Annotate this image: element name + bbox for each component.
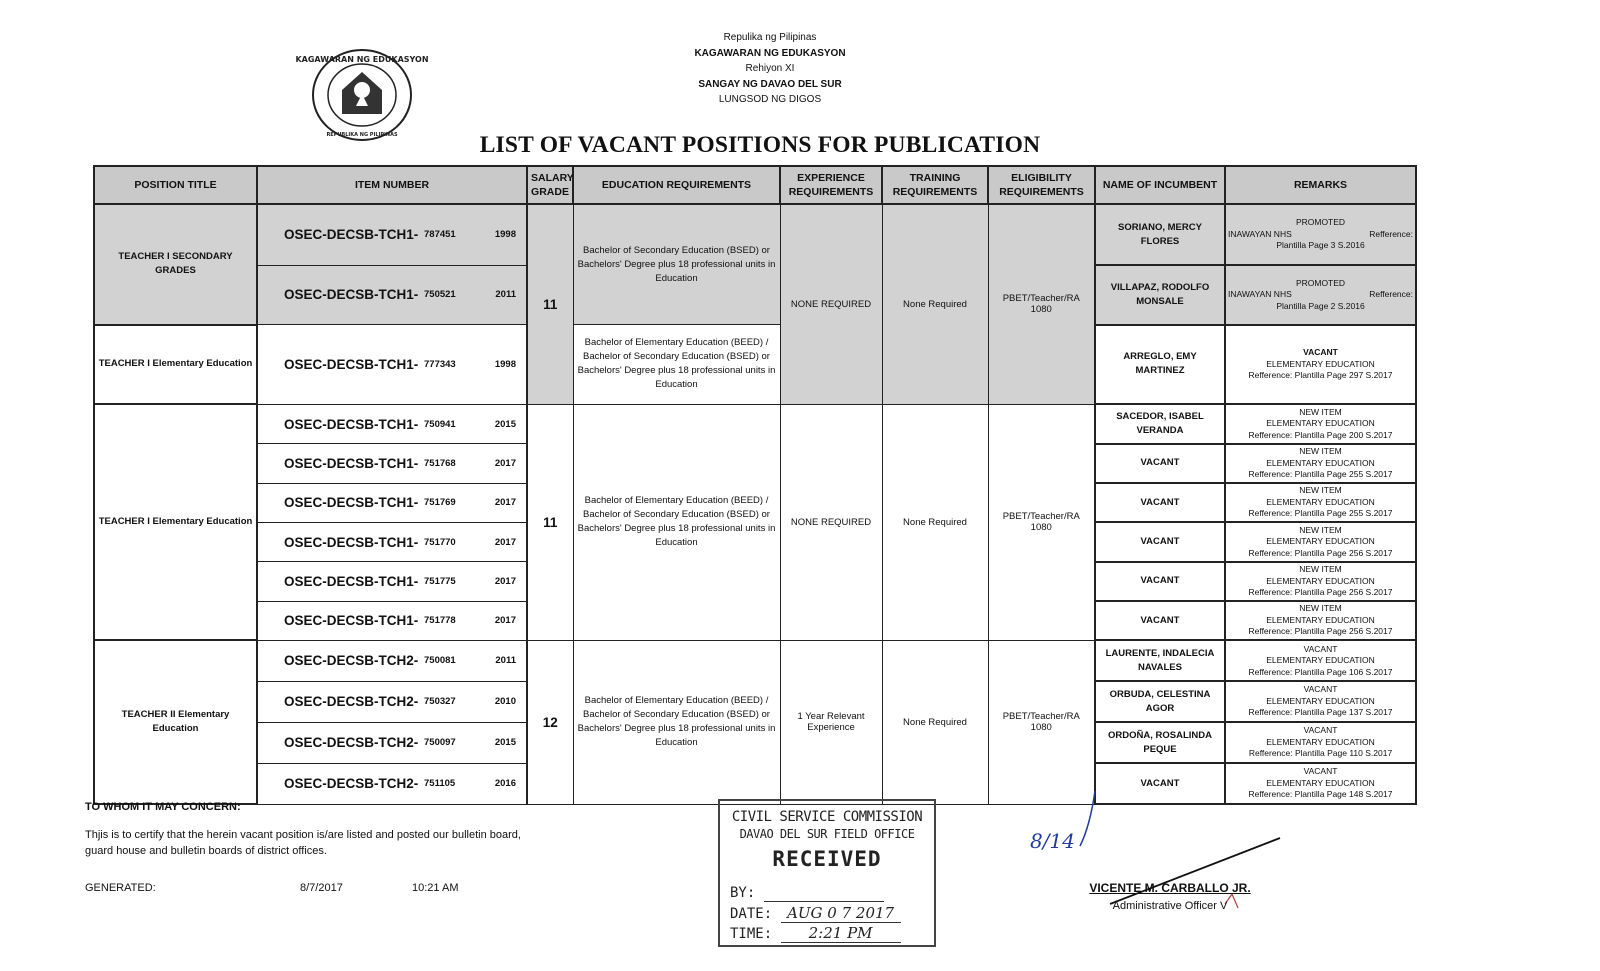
generated-date: 8/7/2017 (300, 882, 343, 894)
item-number-cell (257, 265, 527, 324)
deped-seal-logo (295, 48, 429, 142)
remark-reference: Refference: Plantilla Page 255 S.2017 (1248, 469, 1393, 480)
remark-ref-label: Refference: (1369, 228, 1413, 239)
letterhead-city: LUNGSOD NG DIGOS (718, 94, 822, 105)
salutation: TO WHOM IT MAY CONCERN: (85, 801, 241, 813)
table-row (94, 204, 1416, 265)
experience-cell: NONE REQUIRED (780, 404, 882, 640)
remark-reference: Refference: Plantilla Page 106 S.2017 (1248, 666, 1393, 677)
col-remarks: REMARKS (1225, 166, 1416, 204)
training-cell: None Required (882, 204, 988, 404)
remark-category: ELEMENTARY EDUCATION (1266, 358, 1375, 369)
remark-reference: Refference: Plantilla Page 137 S.2017 (1248, 707, 1393, 718)
item-year: 2015 (494, 737, 516, 749)
item-number-cell (257, 562, 527, 601)
salary-grade-cell: 11 (527, 404, 573, 640)
item-number: 751770 (424, 536, 456, 548)
item-code: OSEC-DECSB-TCH2- (284, 653, 419, 669)
table-row (94, 325, 1416, 405)
item-number-cell (257, 325, 527, 405)
letterhead-department: KAGAWARAN NG EDUKASYON (694, 47, 846, 59)
item-number-cell (257, 640, 527, 681)
item-year: 2011 (495, 655, 516, 667)
item-number: 750097 (424, 737, 456, 749)
table-header-row (94, 166, 1416, 204)
item-year: 2015 (494, 418, 516, 430)
item-year: 1998 (494, 229, 516, 241)
item-number: 751105 (424, 778, 456, 789)
item-year: 2017 (494, 536, 516, 548)
item-number-cell (257, 601, 527, 640)
incumbent-cell: VACANT (1095, 763, 1225, 804)
remark-category: ELEMENTARY EDUCATION (1266, 457, 1375, 468)
remark-reference: Refference: Plantilla Page 256 S.2017 (1248, 587, 1393, 598)
remark-reference: Refference: Plantilla Page 256 S.2017 (1248, 626, 1393, 637)
item-code: OSEC-DECSB-TCH1- (284, 613, 419, 629)
remark-category: ELEMENTARY EDUCATION (1266, 695, 1375, 706)
item-number: 750521 (424, 289, 456, 301)
remark-status: NEW ITEM (1299, 406, 1342, 417)
item-number: 751768 (424, 457, 456, 469)
remarks-cell (1225, 444, 1416, 483)
remarks-cell (1225, 640, 1416, 681)
item-year: 2010 (494, 696, 516, 708)
incumbent-cell: VACANT (1095, 601, 1225, 640)
remarks-cell (1225, 522, 1416, 561)
remark-reference: Refference: Plantilla Page 255 S.2017 (1248, 508, 1393, 519)
item-year: 1998 (494, 358, 516, 370)
incumbent-cell: ORBUDA, CELESTINA AGOR (1095, 681, 1225, 722)
experience-cell: 1 Year Relevant Experience (780, 640, 882, 804)
remarks-cell (1225, 265, 1416, 324)
education-cell: Bachelor of Secondary Education (BSED) or Bachelors' Degree plus 18 professional units in Education (573, 204, 780, 325)
incumbent-cell: VILLAPAZ, RODOLFO MONSALE (1095, 265, 1225, 324)
item-code: OSEC-DECSB-TCH1- (284, 455, 419, 471)
item-number: 777343 (424, 358, 456, 370)
education-cell: Bachelor of Elementary Education (BEED) / Bachelor of Secondary Education (BSED) or Bachelors' Degree plus 18 professional units in Education (573, 404, 780, 640)
item-number: 751769 (424, 497, 456, 509)
education-cell: Bachelor of Elementary Education (BEED) / Bachelor of Secondary Education (BSED) or Bachelors' Degree plus 18 professional units in Education (573, 640, 780, 804)
incumbent-cell: ARREGLO, EMY MARTINEZ (1095, 325, 1225, 405)
seal-ring-top: KAGAWARAN NG EDUKASYON (295, 55, 429, 64)
stamp-date-label: DATE: (730, 906, 773, 922)
col-item-number: ITEM NUMBER (257, 166, 527, 204)
col-position-title: POSITION TITLE (94, 166, 257, 204)
table-row (94, 404, 1416, 443)
item-number: 787451 (424, 229, 456, 241)
item-code: OSEC-DECSB-TCH1- (284, 416, 419, 432)
page-title: LIST OF VACANT POSITIONS FOR PUBLICATION (479, 132, 1041, 158)
item-number: 750327 (424, 696, 456, 708)
remarks-cell (1225, 601, 1416, 640)
training-cell: None Required (882, 640, 988, 804)
stamp-agency: CIVIL SERVICE COMMISSION (731, 809, 923, 825)
incumbent-cell: SACEDOR, ISABEL VERANDA (1095, 404, 1225, 443)
remark-status: VACANT (1303, 684, 1338, 695)
signature-scribble (1020, 786, 1300, 946)
education-cell: Bachelor of Elementary Education (BEED) / Bachelor of Secondary Education (BSED) or Bachelors' Degree plus 18 professional units in Education (573, 325, 780, 405)
table-row (94, 640, 1416, 681)
remark-status: VACANT (1303, 725, 1338, 736)
remark-school: INAWAYAN NHS (1228, 228, 1292, 239)
position-title-cell: TEACHER I Elementary Education (94, 325, 257, 405)
remark-reference: Refference: Plantilla Page 148 S.2017 (1248, 789, 1393, 800)
col-experience: EXPERIENCE REQUIREMENTS (780, 166, 882, 204)
remarks-cell (1225, 204, 1416, 265)
item-code: OSEC-DECSB-TCH2- (284, 735, 419, 751)
item-year: 2017 (494, 457, 516, 469)
col-training: TRAINING REQUIREMENTS (882, 166, 988, 204)
stamp-time-label: TIME: (730, 926, 773, 942)
letterhead-division: SANGAY NG DAVAO DEL SUR (698, 78, 842, 90)
remark-school: INAWAYAN NHS (1228, 289, 1292, 300)
remark-status: NEW ITEM (1299, 485, 1342, 496)
col-salary-grade: SALARY GRADE (527, 166, 573, 204)
item-year: 2011 (495, 289, 516, 301)
remark-status: NEW ITEM (1299, 524, 1342, 535)
incumbent-cell: VACANT (1095, 522, 1225, 561)
signatory-title: Administrative Officer V (1112, 900, 1228, 912)
eligibility-cell: PBET/Teacher/RA 1080 (988, 204, 1095, 404)
item-code: OSEC-DECSB-TCH1- (284, 356, 419, 372)
training-cell: None Required (882, 404, 988, 640)
item-number-cell (257, 204, 527, 265)
item-code: OSEC-DECSB-TCH1- (284, 573, 419, 589)
remark-reference: Refference: Plantilla Page 110 S.2017 (1248, 748, 1393, 759)
remark-status: PROMOTED (1295, 217, 1346, 228)
stamp-status: RECEIVED (772, 847, 882, 871)
letterhead (560, 30, 980, 108)
eligibility-cell: PBET/Teacher/RA 1080 (988, 404, 1095, 640)
remark-ref-label: Refference: (1369, 289, 1413, 300)
item-number-cell (257, 722, 527, 763)
remark-status: NEW ITEM (1299, 446, 1342, 457)
item-year: 2017 (494, 497, 516, 509)
remark-status: NEW ITEM (1299, 603, 1342, 614)
position-title-cell: TEACHER I Elementary Education (94, 404, 257, 640)
item-number-cell (257, 763, 527, 804)
incumbent-cell: SORIANO, MERCY FLORES (1095, 204, 1225, 265)
item-code: OSEC-DECSB-TCH1- (284, 287, 419, 303)
stamp-by-signature (764, 883, 884, 902)
incumbent-cell: VACANT (1095, 483, 1225, 522)
item-number: 750941 (424, 418, 456, 430)
position-title-cell: TEACHER II Elementary Education (94, 640, 257, 804)
item-code: OSEC-DECSB-TCH1- (284, 534, 419, 550)
signatory-name: VICENTE M. CARBALLO JR. (1089, 881, 1251, 895)
remark-reference: Plantilla Page 2 S.2016 (1276, 300, 1365, 311)
remarks-cell (1225, 483, 1416, 522)
vacancy-table (93, 165, 1417, 805)
seal-ring-bottom: REPUBLIKA NG PILIPINAS (326, 132, 398, 138)
remarks-cell (1225, 325, 1416, 405)
incumbent-cell: VACANT (1095, 444, 1225, 483)
stamp-date-value: AUG 0 7 2017 (781, 904, 901, 923)
generated-label: GENERATED: (85, 882, 156, 894)
incumbent-cell: LAURENTE, INDALECIA NAVALES (1095, 640, 1225, 681)
item-code: OSEC-DECSB-TCH2- (284, 776, 419, 791)
incumbent-cell: ORDOÑA, ROSALINDA PEQUE (1095, 722, 1225, 763)
generated-time: 10:21 AM (412, 882, 459, 894)
item-number-cell (257, 483, 527, 522)
item-number-cell (257, 404, 527, 443)
remark-category: ELEMENTARY EDUCATION (1266, 777, 1375, 788)
eligibility-cell: PBET/Teacher/RA 1080 (988, 640, 1095, 804)
remark-status: NEW ITEM (1299, 564, 1342, 575)
letterhead-region: Rehiyon XI (745, 63, 795, 74)
item-year: 2017 (494, 615, 516, 627)
remark-category: ELEMENTARY EDUCATION (1266, 655, 1375, 666)
stamp-by-label: BY: (730, 885, 756, 901)
stamp-office: DAVAO DEL SUR FIELD OFFICE (739, 827, 915, 841)
item-code: OSEC-DECSB-TCH2- (284, 694, 419, 710)
col-education: EDUCATION REQUIREMENTS (573, 166, 780, 204)
experience-cell: NONE REQUIRED (780, 204, 882, 404)
item-code: OSEC-DECSB-TCH1- (284, 495, 419, 511)
remark-reference: Refference: Plantilla Page 200 S.2017 (1248, 429, 1393, 440)
item-number-cell (257, 681, 527, 722)
item-year: 2017 (494, 575, 516, 587)
remark-status: VACANT (1303, 766, 1338, 777)
item-number: 750081 (424, 655, 456, 667)
remark-status: VACANT (1303, 643, 1338, 654)
remark-reference: Plantilla Page 3 S.2016 (1276, 240, 1365, 251)
received-stamp (718, 799, 936, 947)
item-number: 751775 (424, 575, 456, 587)
remark-category: ELEMENTARY EDUCATION (1266, 614, 1375, 625)
remark-category: ELEMENTARY EDUCATION (1266, 575, 1375, 586)
remarks-cell (1225, 404, 1416, 443)
remark-category: ELEMENTARY EDUCATION (1266, 736, 1375, 747)
incumbent-cell: VACANT (1095, 562, 1225, 601)
col-incumbent: NAME OF INCUMBENT (1095, 166, 1225, 204)
remarks-cell (1225, 681, 1416, 722)
remarks-cell (1225, 562, 1416, 601)
remark-reference: Refference: Plantilla Page 256 S.2017 (1248, 547, 1393, 558)
item-code: OSEC-DECSB-TCH1- (284, 227, 419, 243)
certification-text: Thjis is to certify that the herein vacant position is/are listed and posted our bulletin board, guard house and bulletin boards of district offices. (85, 829, 521, 857)
salary-grade-cell: 11 (527, 204, 573, 404)
item-number: 751778 (424, 615, 456, 627)
remark-category: ELEMENTARY EDUCATION (1266, 496, 1375, 507)
position-title-cell: TEACHER I SECONDARY GRADES (94, 204, 257, 325)
item-number-cell (257, 522, 527, 561)
letterhead-country: Repulika ng Pilipinas (723, 32, 817, 43)
item-year: 2016 (494, 778, 516, 789)
col-eligibility: ELIGIBILITY REQUIREMENTS (988, 166, 1095, 204)
remark-category: ELEMENTARY EDUCATION (1266, 536, 1375, 547)
certification-block (85, 799, 545, 859)
remark-status: VACANT (1303, 347, 1338, 358)
item-number-cell (257, 444, 527, 483)
remark-status: PROMOTED (1295, 277, 1346, 288)
handwritten-annotation: 8/14 (1030, 829, 1075, 853)
stamp-time-value: 2:21 PM (781, 924, 901, 943)
remark-category: ELEMENTARY EDUCATION (1266, 418, 1375, 429)
remark-reference: Refference: Plantilla Page 297 S.2017 (1248, 370, 1393, 381)
remarks-cell (1225, 722, 1416, 763)
salary-grade-cell: 12 (527, 640, 573, 804)
